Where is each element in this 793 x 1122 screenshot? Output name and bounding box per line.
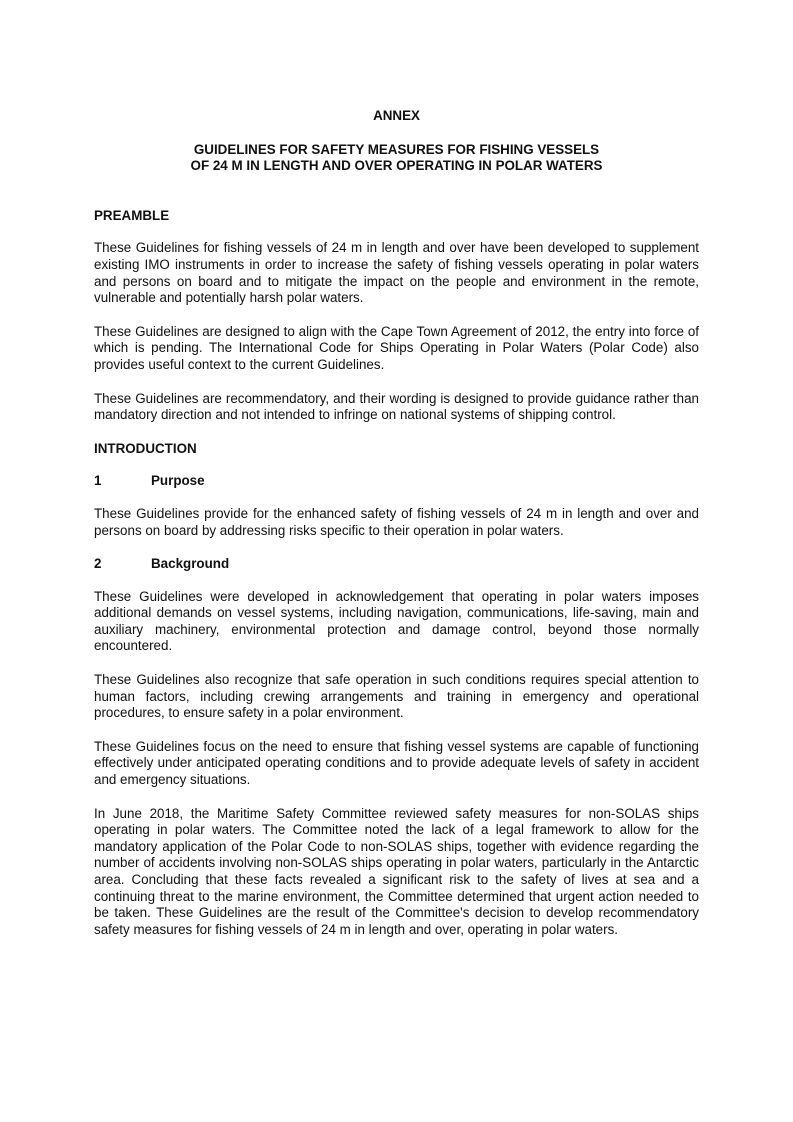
section-heading-purpose xyxy=(94,473,699,490)
preamble-paragraph-2: These Guidelines are designed to align with the Cape Town Agreement of 2012, the entry into force of which is pending. The International Code for Ships Operating in Polar Waters (Polar Code) also provides useful context to the current Guidelines. xyxy=(94,323,699,372)
section-title: Background xyxy=(151,556,230,572)
preamble-paragraph-3: These Guidelines are recommendatory, and their wording is designed to provide guidance rather than mandatory direction and not intended to infringe on national systems of shipping control. xyxy=(94,390,699,423)
section-title: Purpose xyxy=(151,473,205,489)
background-paragraph-2: These Guidelines also recognize that safe operation in such conditions requires special attention to human factors, including crewing arrangements and training in emergency and operational procedures, to ensure safety in a polar environment. xyxy=(94,672,699,721)
section-number: 1 xyxy=(94,473,102,489)
background-paragraph-4: In June 2018, the Maritime Safety Committee reviewed safety measures for non-SOLAS ships operating in polar waters. The Committee noted the lack of a legal framework to allow for the mandatory application of the Polar Code to non-SOLAS ships, together with evidence regarding the number of accidents involving non-SOLAS ships operating in polar waters, particularly in the Antarctic area. Concluding that these facts revealed a significant risk to the safety of lives at sea and a continuing threat to the marine environment, the Committee determined that urgent action needed to be taken. These Guidelines are the result of the Committee's decision to develop recommendatory safety measures for fishing vessels of 24 m in length and over, operating in polar waters. xyxy=(94,805,699,937)
annex-label: ANNEX xyxy=(373,108,420,123)
introduction-heading: INTRODUCTION xyxy=(94,440,197,456)
section-heading-background xyxy=(94,556,699,573)
preamble-heading: PREAMBLE xyxy=(94,207,170,223)
background-paragraph-3: These Guidelines focus on the need to ensure that fishing vessel systems are capable of functioning effectively under anticipated operating conditions and to provide adequate levels of safety in accident and emergency situations. xyxy=(94,738,699,788)
title-line-2: OF 24 M IN LENGTH AND OVER OPERATING IN POLAR WATERS xyxy=(190,158,603,174)
section-number: 2 xyxy=(94,556,102,572)
preamble-paragraph-1: These Guidelines for fishing vessels of 24 m in length and over have been developed to supplement existing IMO instruments in order to increase the safety of fishing vessels operating in polar waters and persons on board and to mitigate the impact on the people and environment in the remote, vulnerable and potentially harsh polar waters. xyxy=(94,240,699,306)
background-paragraph-1: These Guidelines were developed in acknowledgement that operating in polar waters imposes additional demands on vessel systems, including navigation, communications, life-saving, main and auxiliary machinery, environmental protection and damage control, beyond those normally encountered. xyxy=(94,588,699,654)
purpose-paragraph-1: These Guidelines provide for the enhanced safety of fishing vessels of 24 m in length and over and persons on board by addressing risks specific to their operation in polar waters. xyxy=(94,505,699,538)
document-title xyxy=(94,142,699,175)
document-page xyxy=(94,108,699,955)
title-line-1: GUIDELINES FOR SAFETY MEASURES FOR FISHING VESSELS xyxy=(193,141,600,157)
